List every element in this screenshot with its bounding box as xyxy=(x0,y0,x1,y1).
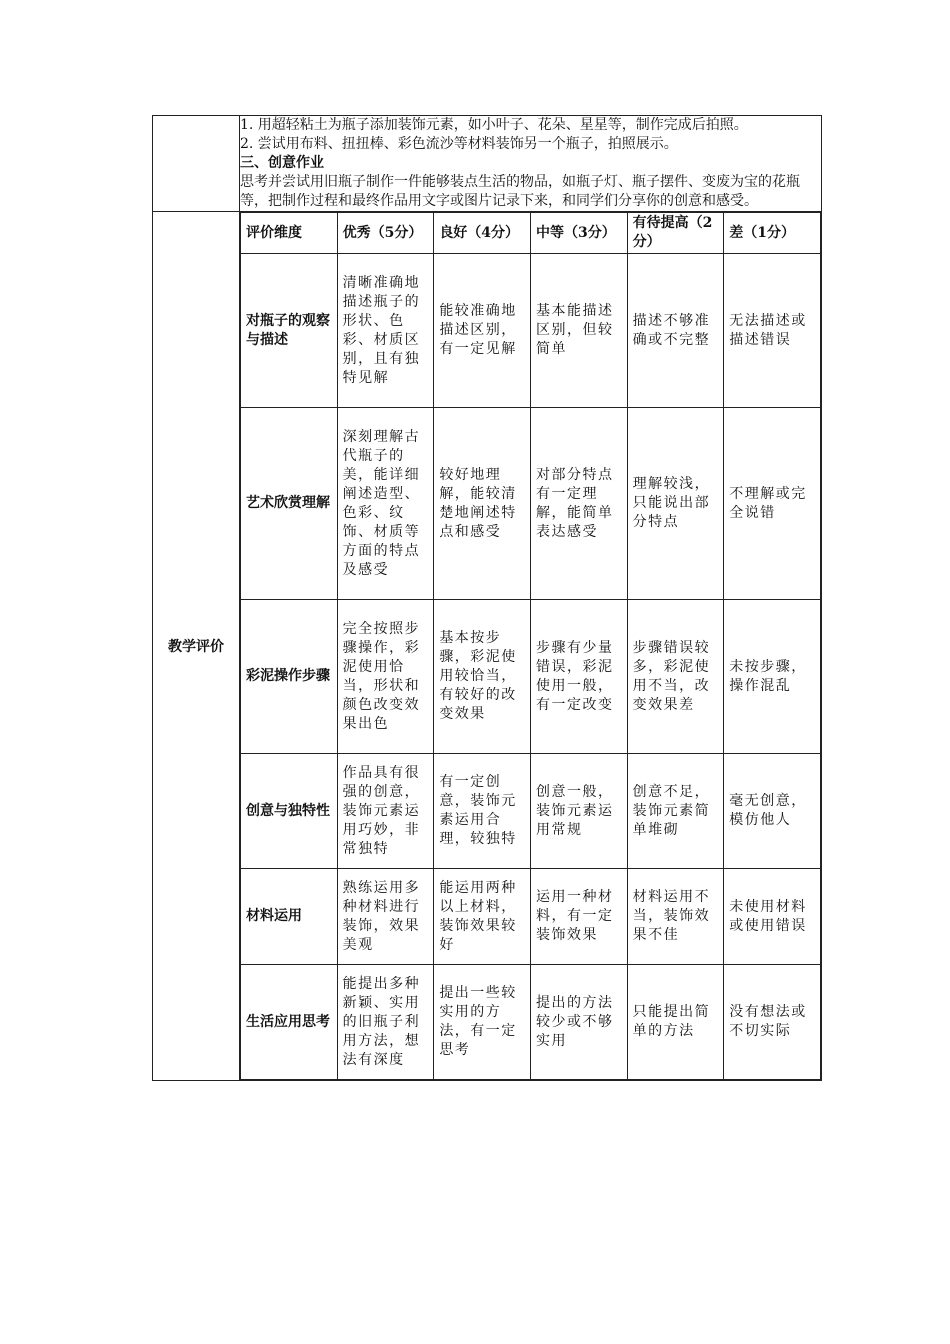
rubric-dimension: 生活应用思考 xyxy=(241,965,338,1080)
evaluation-row xyxy=(153,212,822,1081)
homework-line-1: 1. 用超轻粘土为瓶子添加装饰元素，如小叶子、花朵、星星等，制作完成后拍照。 xyxy=(240,117,748,133)
rubric-cell: 有一定创意，装饰元素运用合理，较独特 xyxy=(434,754,531,869)
rubric-cell: 能提出多种新颖、实用的旧瓶子利用方法，想法有深度 xyxy=(337,965,434,1080)
rubric-row xyxy=(241,965,821,1080)
rubric-cell: 毫无创意，模仿他人 xyxy=(724,754,821,869)
rubric-header-row xyxy=(241,213,821,254)
rubric-cell: 深刻理解古代瓶子的美，能详细阐述造型、色彩、纹饰、材质等方面的特点及感受 xyxy=(337,408,434,600)
rubric-cell: 能较准确地描述区别，有一定见解 xyxy=(434,254,531,408)
rubric-cell: 完全按照步骤操作，彩泥使用恰当，形状和颜色改变效果出色 xyxy=(337,600,434,754)
rubric-header: 差（1分） xyxy=(724,213,821,254)
rubric-dimension: 创意与独特性 xyxy=(241,754,338,869)
rubric-table xyxy=(240,212,821,1080)
rubric-cell: 未按步骤，操作混乱 xyxy=(724,600,821,754)
homework-label-cell xyxy=(153,116,240,212)
rubric-header: 良好（4分） xyxy=(434,213,531,254)
rubric-cell: 未使用材料或使用错误 xyxy=(724,869,821,965)
rubric-cell: 创意一般，装饰元素运用常规 xyxy=(530,754,627,869)
rubric-row xyxy=(241,869,821,965)
rubric-dimension: 艺术欣赏理解 xyxy=(241,408,338,600)
rubric-cell: 基本能描述区别，但较简单 xyxy=(530,254,627,408)
rubric-cell: 提出的方法较少或不够实用 xyxy=(530,965,627,1080)
rubric-row xyxy=(241,600,821,754)
homework-line-2: 2. 尝试用布料、扭扭棒、彩色流沙等材料装饰另一个瓶子，拍照展示。 xyxy=(240,136,678,152)
rubric-cell: 作品具有很强的创意，装饰元素运用巧妙，非常独特 xyxy=(337,754,434,869)
rubric-cell: 步骤有少量错误，彩泥使用一般，有一定改变 xyxy=(530,600,627,754)
rubric-cell: 熟练运用多种材料进行装饰，效果美观 xyxy=(337,869,434,965)
creative-homework-body: 思考并尝试用旧瓶子制作一件能够装点生活的物品，如瓶子灯、瓶子摆件、变废为宝的花瓶等，把制作过程和最终作品用文字或图片记录下来，和同学们分享你的创意和感受。 xyxy=(240,174,800,209)
rubric-row xyxy=(241,254,821,408)
rubric-cell: 提出一些较实用的方法，有一定思考 xyxy=(434,965,531,1080)
evaluation-label: 教学评价 xyxy=(153,212,240,1081)
rubric-cell: 清晰准确地描述瓶子的形状、色彩、材质区别，且有独特见解 xyxy=(337,254,434,408)
rubric-header: 优秀（5分） xyxy=(337,213,434,254)
rubric-header: 有待提高（2分） xyxy=(627,213,724,254)
rubric-cell: 没有想法或不切实际 xyxy=(724,965,821,1080)
creative-homework-title: 三、创意作业 xyxy=(240,155,324,171)
rubric-cell: 步骤错误较多，彩泥使用不当，改变效果差 xyxy=(627,600,724,754)
lesson-plan-table xyxy=(152,115,822,1081)
rubric-cell: 运用一种材料，有一定装饰效果 xyxy=(530,869,627,965)
rubric-header: 评价维度 xyxy=(241,213,338,254)
rubric-cell: 描述不够准确或不完整 xyxy=(627,254,724,408)
homework-content xyxy=(240,116,822,212)
homework-row xyxy=(153,116,822,212)
evaluation-content xyxy=(240,212,822,1081)
rubric-cell: 材料运用不当，装饰效果不佳 xyxy=(627,869,724,965)
rubric-cell: 创意不足，装饰元素简单堆砌 xyxy=(627,754,724,869)
rubric-cell: 理解较浅，只能说出部分特点 xyxy=(627,408,724,600)
rubric-dimension: 材料运用 xyxy=(241,869,338,965)
rubric-cell: 较好地理解，能较清楚地阐述特点和感受 xyxy=(434,408,531,600)
rubric-dimension: 彩泥操作步骤 xyxy=(241,600,338,754)
rubric-row xyxy=(241,754,821,869)
rubric-cell: 对部分特点有一定理解，能简单表达感受 xyxy=(530,408,627,600)
rubric-header: 中等（3分） xyxy=(530,213,627,254)
rubric-cell: 无法描述或描述错误 xyxy=(724,254,821,408)
rubric-cell: 不理解或完全说错 xyxy=(724,408,821,600)
rubric-dimension: 对瓶子的观察与描述 xyxy=(241,254,338,408)
rubric-cell: 基本按步骤，彩泥使用较恰当，有较好的改变效果 xyxy=(434,600,531,754)
rubric-cell: 能运用两种以上材料，装饰效果较好 xyxy=(434,869,531,965)
rubric-cell: 只能提出简单的方法 xyxy=(627,965,724,1080)
rubric-row xyxy=(241,408,821,600)
